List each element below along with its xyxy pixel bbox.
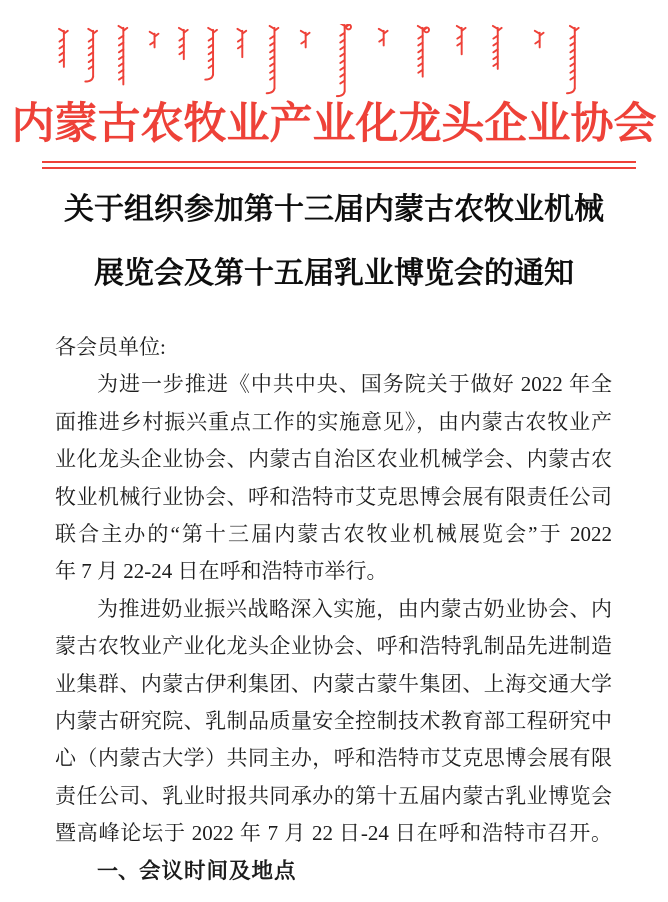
paragraph-line: 为推进奶业振兴战略深入实施，由内蒙古奶业协会、内 <box>97 596 612 621</box>
notice-title-line1: 关于组织参加第十三届内蒙古农牧业机械 <box>64 193 604 226</box>
paragraph-line: 责任公司、乳业时报共同承办的第十五届内蒙古乳业博览会 <box>55 783 612 808</box>
org-name-masthead: 内蒙古农牧业产业化龙头企业协会 <box>11 101 657 148</box>
section-heading-text: 会议时间及地点 <box>139 858 297 883</box>
paragraph-line: 联合主办的“第十三届内蒙古农牧业机械展览会”于 2022 <box>55 522 612 547</box>
notice-title <box>0 178 668 306</box>
paragraph-line: 为进一步推进《中共中央、国务院关于做好 2022 年全 <box>97 372 612 397</box>
section-heading <box>55 853 612 890</box>
paragraph-line: 暨高峰论坛于 2022 年 7 月 22 日-24 日在呼和浩特市召开。 <box>55 821 612 846</box>
paragraph-line: 心（内蒙古大学）共同主办，呼和浩特市艾克思博会展有限 <box>55 746 612 771</box>
paragraph-line: 业化龙头企业协会、内蒙古自治区农业机械学会、内蒙古农 <box>55 447 612 472</box>
paragraph-line: 牧业机械行业协会、呼和浩特市艾克思博会展有限责任公司 <box>55 484 612 509</box>
section-number: 一、 <box>97 858 139 883</box>
notice-body <box>55 329 612 890</box>
paragraph-line: 业集群、内蒙古伊利集团、内蒙古蒙牛集团、上海交通大学 <box>55 671 612 696</box>
paragraph-line: 年 7 月 22-24 日在呼和浩特市举行。 <box>55 559 388 584</box>
paragraph-line: 面推进乡村振兴重点工作的实施意见》，由内蒙古农牧业产 <box>55 409 612 434</box>
notice-title-line2: 展览会及第十五届乳业博览会的通知 <box>94 257 574 290</box>
header-divider-rule <box>42 161 636 169</box>
paragraph-line: 蒙古农牧业产业化龙头企业协会、呼和浩特乳制品先进制造 <box>55 634 612 659</box>
salutation: 各会员单位: <box>55 335 166 359</box>
mongolian-script-banner <box>52 24 612 102</box>
paragraph-line: 内蒙古研究院、乳制品质量安全控制技术教育部工程研究中 <box>55 709 612 734</box>
